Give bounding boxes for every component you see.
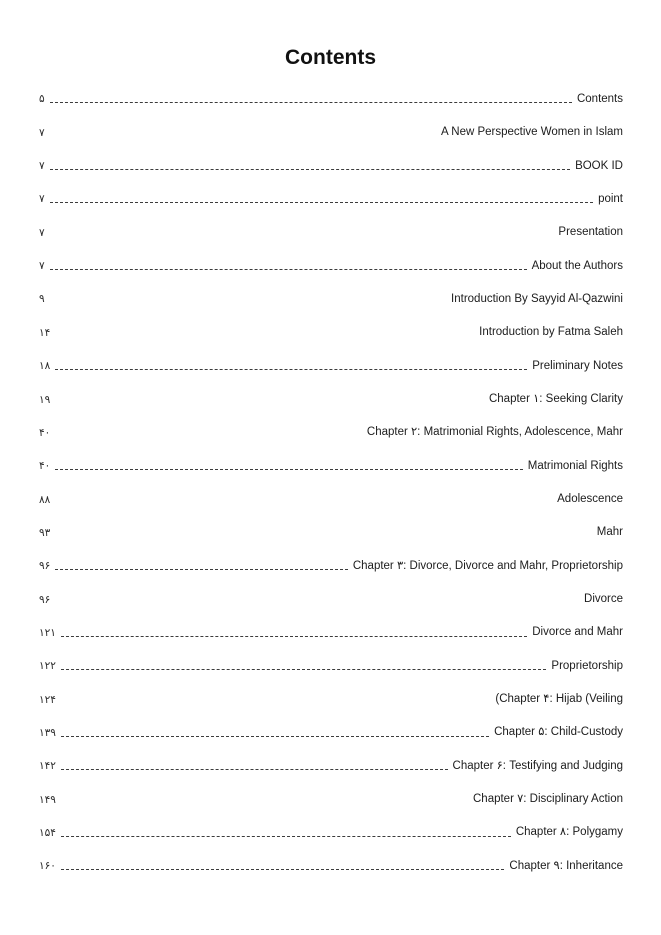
toc-entry[interactable] bbox=[39, 83, 623, 116]
toc-entry-dot-leader bbox=[61, 769, 448, 770]
toc-entry-page-number: ۷ bbox=[39, 260, 45, 273]
toc-entry-page-number: ۷ bbox=[39, 126, 45, 139]
toc-entry-dot-leader bbox=[61, 669, 546, 670]
toc-entry-page-number: ۸۸ bbox=[39, 493, 51, 506]
toc-entry-title: Matrimonial Rights bbox=[527, 459, 623, 472]
toc-entry[interactable] bbox=[39, 183, 623, 216]
toc-entry-dot-leader bbox=[61, 702, 490, 703]
toc-entry-dot-leader bbox=[61, 636, 527, 637]
toc-entry-page-number: ۱۲۲ bbox=[39, 660, 56, 673]
toc-entry-dot-leader bbox=[55, 402, 484, 403]
toc-entry-dot-leader bbox=[50, 236, 554, 237]
toc-entry[interactable] bbox=[39, 350, 623, 383]
toc-entry-title: A New Perspective Women in Islam bbox=[441, 126, 623, 139]
toc-entry[interactable] bbox=[39, 783, 623, 816]
toc-entry-page-number: ۱۹ bbox=[39, 393, 51, 406]
toc-entry[interactable] bbox=[39, 483, 623, 516]
toc-entry-dot-leader bbox=[55, 536, 592, 537]
toc-entry-page-number: ۷ bbox=[39, 193, 45, 206]
toc-entry-page-number: ۱۲۴ bbox=[39, 693, 56, 706]
toc-entry-page-number: ۴۰ bbox=[39, 426, 51, 439]
toc-entry[interactable] bbox=[39, 283, 623, 316]
toc-entry[interactable] bbox=[39, 450, 623, 483]
toc-entry-title: Contents bbox=[576, 92, 623, 105]
toc-entry-page-number: ۱۶۰ bbox=[39, 860, 56, 873]
toc-entry-title: Chapter ۸: Polygamy bbox=[515, 826, 623, 839]
toc-entry-page-number: ۱۴ bbox=[39, 326, 51, 339]
toc-entry-dot-leader bbox=[55, 336, 474, 337]
toc-entry-dot-leader bbox=[61, 836, 511, 837]
toc-entry-title: Presentation bbox=[558, 226, 623, 239]
toc-entry-dot-leader bbox=[55, 369, 527, 370]
toc-entry-dot-leader bbox=[55, 569, 348, 570]
toc-entry-dot-leader bbox=[61, 869, 505, 870]
toc-entry-title: Chapter ۷: Disciplinary Action bbox=[473, 793, 623, 806]
toc-entry-dot-leader bbox=[50, 136, 436, 137]
toc-entry-title: Introduction By Sayyid Al-Qazwini bbox=[451, 292, 623, 305]
toc-entry-title: Introduction by Fatma Saleh bbox=[479, 326, 623, 339]
toc-entry-title: Chapter ۲: Matrimonial Rights, Adolescence, Mahr bbox=[366, 426, 623, 439]
toc-entry-title: Mahr bbox=[596, 526, 623, 539]
toc-entry[interactable] bbox=[39, 416, 623, 449]
toc-entry-page-number: ۹۶ bbox=[39, 560, 51, 573]
toc-entry-title: Chapter ۳: Divorce, Divorce and Mahr, Proprietorship bbox=[352, 559, 623, 572]
toc-entry-title: Preliminary Notes bbox=[532, 359, 623, 372]
toc-entry-title: BOOK ID bbox=[575, 159, 623, 172]
toc-entry[interactable] bbox=[39, 817, 623, 850]
toc-entry-dot-leader bbox=[50, 302, 446, 303]
toc-entry-title: point bbox=[598, 192, 623, 205]
toc-entry-page-number: ۱۳۹ bbox=[39, 726, 56, 739]
toc-entry-title: Chapter ۶: Testifying and Judging bbox=[452, 759, 623, 772]
toc-entry-title: Chapter ۱: Seeking Clarity bbox=[488, 393, 623, 406]
toc-entry[interactable] bbox=[39, 617, 623, 650]
toc-entry-page-number: ۱۸ bbox=[39, 360, 51, 373]
toc-entry[interactable] bbox=[39, 516, 623, 549]
toc-entry-page-number: ۷ bbox=[39, 226, 45, 239]
toc-entry[interactable] bbox=[39, 250, 623, 283]
toc-entry-page-number: ۱۴۲ bbox=[39, 760, 56, 773]
toc-entry-page-number: ۹۶ bbox=[39, 593, 51, 606]
toc-entry-page-number: ۱۵۴ bbox=[39, 826, 56, 839]
toc-entry[interactable] bbox=[39, 150, 623, 183]
toc-entry-dot-leader bbox=[55, 436, 362, 437]
toc-entry-title: Adolescence bbox=[557, 493, 623, 506]
toc-entry-dot-leader bbox=[55, 502, 552, 503]
toc-entry-title: (Chapter ۴: Hijab (Veiling bbox=[495, 693, 623, 706]
toc-entry-title: Chapter ۵: Child-Custody bbox=[494, 726, 623, 739]
toc-entry[interactable] bbox=[39, 116, 623, 149]
page-title: Contents bbox=[285, 46, 376, 69]
toc-entry-page-number: ۴۰ bbox=[39, 460, 51, 473]
toc-entry[interactable] bbox=[39, 717, 623, 750]
toc-entry-page-number: ۱۴۹ bbox=[39, 793, 56, 806]
toc-entry-dot-leader bbox=[55, 469, 522, 470]
toc-entry-page-number: ۷ bbox=[39, 160, 45, 173]
toc-entry-dot-leader bbox=[50, 102, 572, 103]
toc-entry[interactable] bbox=[39, 316, 623, 349]
toc-entry-dot-leader bbox=[50, 269, 527, 270]
toc-entry-title: Chapter ۹: Inheritance bbox=[509, 859, 623, 872]
toc-entry[interactable] bbox=[39, 683, 623, 716]
toc-entry-title: Divorce and Mahr bbox=[532, 626, 623, 639]
toc-entry[interactable] bbox=[39, 650, 623, 683]
toc-entry[interactable] bbox=[39, 583, 623, 616]
toc-entry[interactable] bbox=[39, 750, 623, 783]
toc-entry[interactable] bbox=[39, 550, 623, 583]
toc-entry-dot-leader bbox=[61, 802, 468, 803]
toc-entry-page-number: ۹۳ bbox=[39, 526, 51, 539]
toc-entry-dot-leader bbox=[61, 736, 489, 737]
toc-entry[interactable] bbox=[39, 850, 623, 883]
toc-entry-dot-leader bbox=[50, 169, 570, 170]
toc-list bbox=[39, 83, 623, 883]
toc-entry-dot-leader bbox=[50, 202, 593, 203]
toc-entry-title: About the Authors bbox=[531, 259, 623, 272]
toc-entry-title: Divorce bbox=[584, 593, 623, 606]
toc-entry-dot-leader bbox=[55, 602, 579, 603]
toc-entry-title: Proprietorship bbox=[551, 659, 623, 672]
toc-entry[interactable] bbox=[39, 216, 623, 249]
toc-entry-page-number: ۹ bbox=[39, 293, 45, 306]
toc-entry-page-number: ۱۲۱ bbox=[39, 626, 56, 639]
toc-entry[interactable] bbox=[39, 383, 623, 416]
toc-entry-page-number: ۵ bbox=[39, 93, 45, 106]
